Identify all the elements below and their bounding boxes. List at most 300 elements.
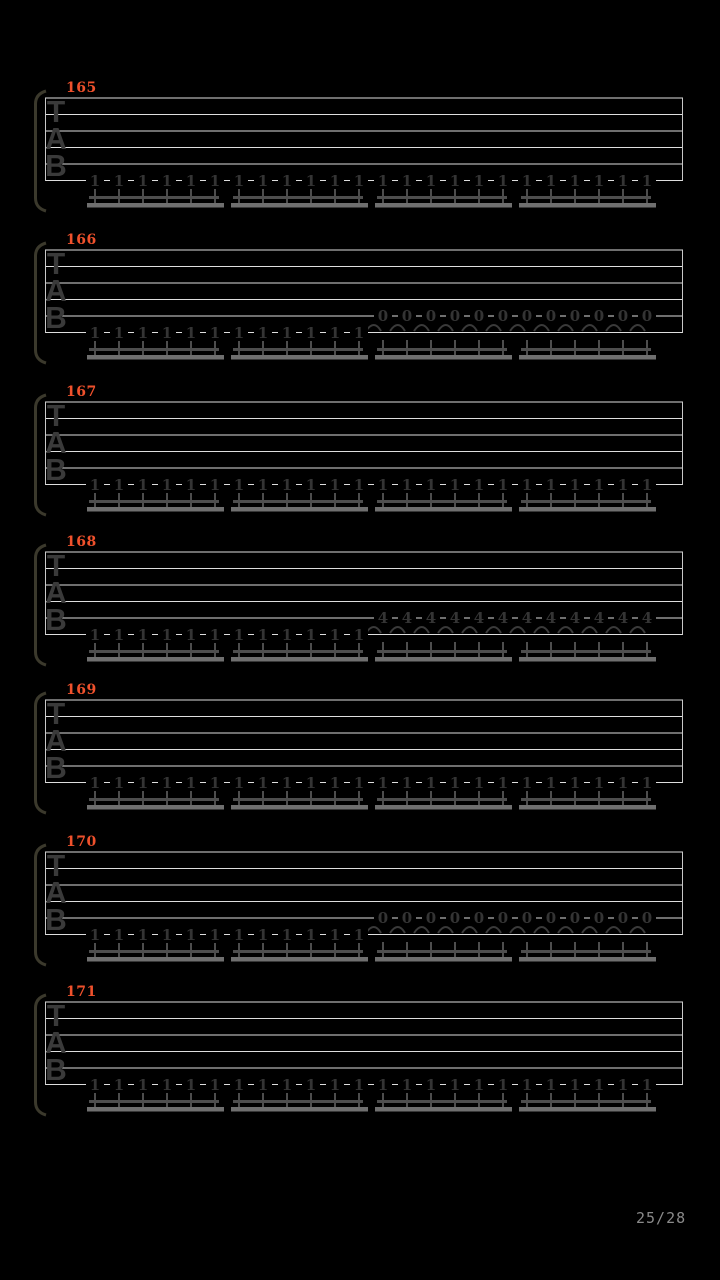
fret-number: 1: [638, 477, 656, 493]
fret-number: 1: [590, 173, 608, 189]
fret-number: 1: [254, 173, 272, 189]
fret-number: 1: [542, 173, 560, 189]
fret-number: 1: [566, 477, 584, 493]
slur-arc: [414, 325, 429, 331]
beam-upper: [89, 348, 219, 351]
fret-number: 1: [302, 325, 320, 341]
beam-upper: [377, 196, 507, 199]
fret-number: 1: [254, 325, 272, 341]
beam-lower: [375, 805, 512, 810]
measure-number: 171: [66, 984, 97, 1000]
fret-number: 1: [446, 477, 464, 493]
tab-clef-letter: B: [45, 1053, 67, 1088]
slur-arc: [558, 627, 573, 633]
fret-number: 1: [566, 775, 584, 791]
slur-arc: [462, 325, 477, 331]
fret-number: 1: [86, 477, 104, 493]
fret-number: 0: [638, 308, 656, 324]
slur-arc: [414, 927, 429, 933]
measure-number: 166: [66, 232, 97, 248]
beam-lower: [231, 203, 368, 208]
slur-arc: [390, 325, 405, 331]
tab-clef-letter: A: [45, 426, 67, 461]
beam-upper: [521, 650, 651, 653]
fret-number: 1: [206, 173, 224, 189]
beam-lower: [375, 203, 512, 208]
fret-number: 1: [518, 477, 536, 493]
tab-clef-letter: A: [45, 1026, 67, 1061]
fret-number: 1: [326, 477, 344, 493]
fret-number: 1: [470, 173, 488, 189]
fret-number: 1: [158, 325, 176, 341]
fret-number: 4: [374, 610, 392, 626]
beam-lower: [519, 805, 656, 810]
beam-lower: [519, 507, 656, 512]
fret-number: 1: [182, 927, 200, 943]
fret-number: 1: [326, 927, 344, 943]
fret-number: 1: [206, 477, 224, 493]
fret-number: 1: [590, 775, 608, 791]
fret-number: 1: [182, 325, 200, 341]
beam-lower: [231, 507, 368, 512]
tab-system: [0, 834, 720, 988]
fret-number: 1: [494, 775, 512, 791]
tab-clef-letter: A: [45, 876, 67, 911]
slur-arc: [414, 627, 429, 633]
tab-clef-letter: B: [45, 903, 67, 938]
fret-number: 1: [134, 1077, 152, 1093]
fret-number: 1: [254, 927, 272, 943]
fret-number: 1: [182, 173, 200, 189]
fret-number: 1: [134, 173, 152, 189]
tab-system: [0, 682, 720, 836]
slur-arc: [606, 325, 621, 331]
fret-number: 0: [614, 308, 632, 324]
tab-clef: [42, 247, 70, 336]
beam-upper: [377, 348, 507, 351]
fret-number: 1: [350, 627, 368, 643]
beam-upper: [89, 798, 219, 801]
fret-number: 1: [158, 173, 176, 189]
fret-number: 1: [278, 325, 296, 341]
slur-arc: [486, 627, 501, 633]
fret-number: 0: [470, 308, 488, 324]
beam-upper: [233, 500, 363, 503]
fret-number: 1: [518, 173, 536, 189]
fret-number: 1: [278, 775, 296, 791]
beam-upper: [377, 1100, 507, 1103]
fret-number: 1: [350, 325, 368, 341]
fret-number: 1: [326, 627, 344, 643]
beam-lower: [519, 1107, 656, 1112]
beam-upper: [89, 650, 219, 653]
fret-number: 0: [566, 308, 584, 324]
tab-clef-letter: T: [46, 849, 66, 884]
fret-number: 0: [614, 910, 632, 926]
fret-number: 1: [350, 173, 368, 189]
slur-arc: [534, 927, 549, 933]
slur-arc: [462, 627, 477, 633]
fret-number: 1: [326, 173, 344, 189]
tab-clef-letter: A: [45, 122, 67, 157]
fret-number: 1: [446, 173, 464, 189]
fret-number: 0: [398, 910, 416, 926]
fret-number: 1: [614, 775, 632, 791]
fret-number: 1: [254, 775, 272, 791]
fret-number: 1: [302, 173, 320, 189]
fret-number: 0: [470, 910, 488, 926]
fret-number: 1: [542, 477, 560, 493]
fret-number: 1: [134, 477, 152, 493]
slur-arc: [438, 325, 453, 331]
tab-system: [0, 384, 720, 538]
fret-number: 1: [134, 775, 152, 791]
fret-number: 1: [86, 775, 104, 791]
fret-number: 1: [398, 775, 416, 791]
fret-number: 1: [134, 627, 152, 643]
fret-number: 1: [134, 325, 152, 341]
fret-number: 1: [614, 173, 632, 189]
fret-number: 1: [254, 477, 272, 493]
beam-lower: [231, 657, 368, 662]
fret-number: 1: [278, 477, 296, 493]
beam-upper: [521, 348, 651, 351]
beam-lower: [519, 657, 656, 662]
tab-clef-letter: B: [45, 603, 67, 638]
fret-number: 0: [446, 910, 464, 926]
fret-number: 1: [398, 1077, 416, 1093]
slur-arc: [582, 927, 597, 933]
fret-number: 1: [110, 927, 128, 943]
beam-upper: [521, 500, 651, 503]
tab-clef-letter: A: [45, 724, 67, 759]
fret-number: 1: [278, 173, 296, 189]
fret-number: 0: [398, 308, 416, 324]
beam-upper: [377, 798, 507, 801]
staff-graphics: [0, 838, 720, 988]
fret-number: 1: [278, 1077, 296, 1093]
fret-number: 1: [590, 1077, 608, 1093]
tab-clef: [42, 999, 70, 1088]
fret-number: 1: [542, 775, 560, 791]
staff-graphics: [0, 988, 720, 1138]
fret-number: 1: [86, 325, 104, 341]
fret-number: 4: [590, 610, 608, 626]
slur-arc: [510, 927, 525, 933]
fret-number: 1: [350, 775, 368, 791]
fret-number: 1: [302, 1077, 320, 1093]
tab-clef-letter: T: [46, 999, 66, 1034]
slur-arc: [486, 325, 501, 331]
fret-number: 4: [518, 610, 536, 626]
slur-arc: [582, 325, 597, 331]
fret-number: 1: [494, 1077, 512, 1093]
fret-number: 1: [158, 477, 176, 493]
fret-number: 1: [614, 1077, 632, 1093]
beam-upper: [377, 650, 507, 653]
fret-number: 1: [326, 775, 344, 791]
slur-arc: [630, 325, 645, 331]
fret-number: 1: [638, 1077, 656, 1093]
slur-arc: [366, 927, 381, 933]
slur-arc: [390, 927, 405, 933]
fret-number: 1: [326, 325, 344, 341]
fret-number: 1: [302, 477, 320, 493]
beam-upper: [521, 950, 651, 953]
beam-lower: [87, 355, 224, 360]
fret-number: 1: [278, 927, 296, 943]
measure-number: 167: [66, 384, 97, 400]
staff-graphics: [0, 388, 720, 538]
beam-upper: [233, 1100, 363, 1103]
fret-number: 0: [494, 910, 512, 926]
fret-number: 1: [86, 627, 104, 643]
beam-lower: [519, 203, 656, 208]
fret-number: 1: [638, 173, 656, 189]
beam-upper: [233, 798, 363, 801]
beam-upper: [521, 1100, 651, 1103]
fret-number: 1: [110, 775, 128, 791]
fret-number: 4: [614, 610, 632, 626]
fret-number: 1: [446, 775, 464, 791]
beam-lower: [375, 957, 512, 962]
beam-lower: [87, 1107, 224, 1112]
measure-number: 169: [66, 682, 97, 698]
fret-number: 0: [638, 910, 656, 926]
measure-number: 165: [66, 80, 97, 96]
fret-number: 0: [518, 308, 536, 324]
staff-graphics: [0, 236, 720, 386]
fret-number: 1: [110, 325, 128, 341]
beam-lower: [375, 657, 512, 662]
fret-number: 1: [566, 173, 584, 189]
slur-arc: [366, 325, 381, 331]
fret-number: 1: [158, 627, 176, 643]
fret-number: 0: [446, 308, 464, 324]
fret-number: 1: [350, 1077, 368, 1093]
beam-lower: [231, 1107, 368, 1112]
fret-number: 1: [494, 477, 512, 493]
slur-arc: [606, 627, 621, 633]
fret-number: 1: [86, 173, 104, 189]
slur-arc: [630, 627, 645, 633]
slur-arc: [366, 627, 381, 633]
fret-number: 0: [542, 308, 560, 324]
beam-lower: [87, 657, 224, 662]
tab-system: [0, 984, 720, 1138]
fret-number: 1: [302, 627, 320, 643]
fret-number: 1: [518, 1077, 536, 1093]
fret-number: 1: [422, 775, 440, 791]
beam-upper: [89, 1100, 219, 1103]
tab-clef-letter: B: [45, 301, 67, 336]
fret-number: 1: [302, 775, 320, 791]
fret-number: 1: [446, 1077, 464, 1093]
beam-lower: [375, 507, 512, 512]
fret-number: 1: [158, 927, 176, 943]
page-indicator: 25/28: [636, 1209, 687, 1227]
fret-number: 1: [278, 627, 296, 643]
fret-number: 1: [86, 1077, 104, 1093]
beam-lower: [87, 507, 224, 512]
tab-clef-letter: T: [46, 95, 66, 130]
slur-arc: [438, 627, 453, 633]
fret-number: 1: [374, 477, 392, 493]
fret-number: 1: [470, 1077, 488, 1093]
slur-arc: [630, 927, 645, 933]
slur-arc: [606, 927, 621, 933]
fret-number: 0: [494, 308, 512, 324]
slur-arc: [438, 927, 453, 933]
beam-lower: [87, 805, 224, 810]
beam-lower: [87, 957, 224, 962]
tab-clef-letter: B: [45, 751, 67, 786]
fret-number: 1: [206, 1077, 224, 1093]
slur-arc: [486, 927, 501, 933]
fret-number: 1: [374, 1077, 392, 1093]
beam-upper: [521, 196, 651, 199]
fret-number: 1: [182, 1077, 200, 1093]
fret-number: 1: [374, 775, 392, 791]
slur-arc: [462, 927, 477, 933]
tab-clef: [42, 549, 70, 638]
fret-number: 1: [230, 173, 248, 189]
fret-number: 1: [590, 477, 608, 493]
fret-number: 1: [470, 775, 488, 791]
fret-number: 0: [518, 910, 536, 926]
tab-clef: [42, 849, 70, 938]
tab-clef-letter: T: [46, 549, 66, 584]
tab-clef: [42, 95, 70, 184]
fret-number: 1: [110, 627, 128, 643]
fret-number: 1: [110, 477, 128, 493]
fret-number: 1: [470, 477, 488, 493]
fret-number: 0: [374, 910, 392, 926]
tab-clef: [42, 697, 70, 786]
slur-arc: [510, 627, 525, 633]
beam-upper: [233, 348, 363, 351]
fret-number: 1: [110, 173, 128, 189]
fret-number: 1: [422, 173, 440, 189]
measure-number: 170: [66, 834, 97, 850]
fret-number: 1: [182, 477, 200, 493]
fret-number: 1: [350, 477, 368, 493]
fret-number: 1: [494, 173, 512, 189]
fret-number: 1: [398, 173, 416, 189]
tab-clef-letter: B: [45, 149, 67, 184]
fret-number: 4: [638, 610, 656, 626]
fret-number: 1: [206, 325, 224, 341]
fret-number: 4: [422, 610, 440, 626]
fret-number: 1: [254, 1077, 272, 1093]
slur-arc: [390, 627, 405, 633]
beam-lower: [231, 805, 368, 810]
fret-number: 1: [182, 627, 200, 643]
tab-clef: [42, 399, 70, 488]
beam-upper: [89, 950, 219, 953]
fret-number: 4: [446, 610, 464, 626]
fret-number: 1: [254, 627, 272, 643]
staff-graphics: [0, 686, 720, 836]
beam-upper: [377, 500, 507, 503]
beam-lower: [519, 355, 656, 360]
tab-clef-letter: A: [45, 576, 67, 611]
slur-arc: [510, 325, 525, 331]
fret-number: 1: [398, 477, 416, 493]
tab-system: [0, 80, 720, 234]
beam-lower: [87, 203, 224, 208]
slur-arc: [534, 627, 549, 633]
fret-number: 1: [422, 1077, 440, 1093]
fret-number: 4: [470, 610, 488, 626]
staff-graphics: [0, 84, 720, 234]
tab-clef-letter: B: [45, 453, 67, 488]
slur-arc: [582, 627, 597, 633]
tab-clef-letter: A: [45, 274, 67, 309]
slur-arc: [558, 325, 573, 331]
fret-number: 1: [302, 927, 320, 943]
fret-number: 1: [566, 1077, 584, 1093]
fret-number: 1: [230, 775, 248, 791]
beam-upper: [233, 196, 363, 199]
beam-upper: [521, 798, 651, 801]
beam-lower: [519, 957, 656, 962]
beam-lower: [375, 1107, 512, 1112]
measure-number: 168: [66, 534, 97, 550]
slur-arc: [534, 325, 549, 331]
fret-number: 4: [566, 610, 584, 626]
fret-number: 1: [374, 173, 392, 189]
fret-number: 4: [542, 610, 560, 626]
fret-number: 0: [590, 308, 608, 324]
fret-number: 1: [182, 775, 200, 791]
fret-number: 1: [326, 1077, 344, 1093]
tab-system: [0, 534, 720, 688]
fret-number: 1: [206, 927, 224, 943]
fret-number: 1: [518, 775, 536, 791]
fret-number: 1: [134, 927, 152, 943]
beam-lower: [375, 355, 512, 360]
fret-number: 4: [494, 610, 512, 626]
tab-clef-letter: T: [46, 247, 66, 282]
tab-clef-letter: T: [46, 399, 66, 434]
slur-arc: [558, 927, 573, 933]
fret-number: 1: [422, 477, 440, 493]
fret-number: 1: [350, 927, 368, 943]
fret-number: 1: [230, 1077, 248, 1093]
tab-system: [0, 232, 720, 386]
fret-number: 1: [158, 775, 176, 791]
beam-upper: [233, 650, 363, 653]
beam-upper: [377, 950, 507, 953]
beam-upper: [89, 500, 219, 503]
fret-number: 0: [374, 308, 392, 324]
fret-number: 1: [542, 1077, 560, 1093]
fret-number: 0: [542, 910, 560, 926]
fret-number: 1: [110, 1077, 128, 1093]
fret-number: 1: [86, 927, 104, 943]
fret-number: 1: [230, 477, 248, 493]
tab-clef-letter: T: [46, 697, 66, 732]
fret-number: 0: [590, 910, 608, 926]
beam-lower: [231, 355, 368, 360]
fret-number: 1: [638, 775, 656, 791]
beam-upper: [89, 196, 219, 199]
fret-number: 1: [206, 627, 224, 643]
fret-number: 0: [422, 308, 440, 324]
fret-number: 1: [230, 325, 248, 341]
fret-number: 4: [398, 610, 416, 626]
